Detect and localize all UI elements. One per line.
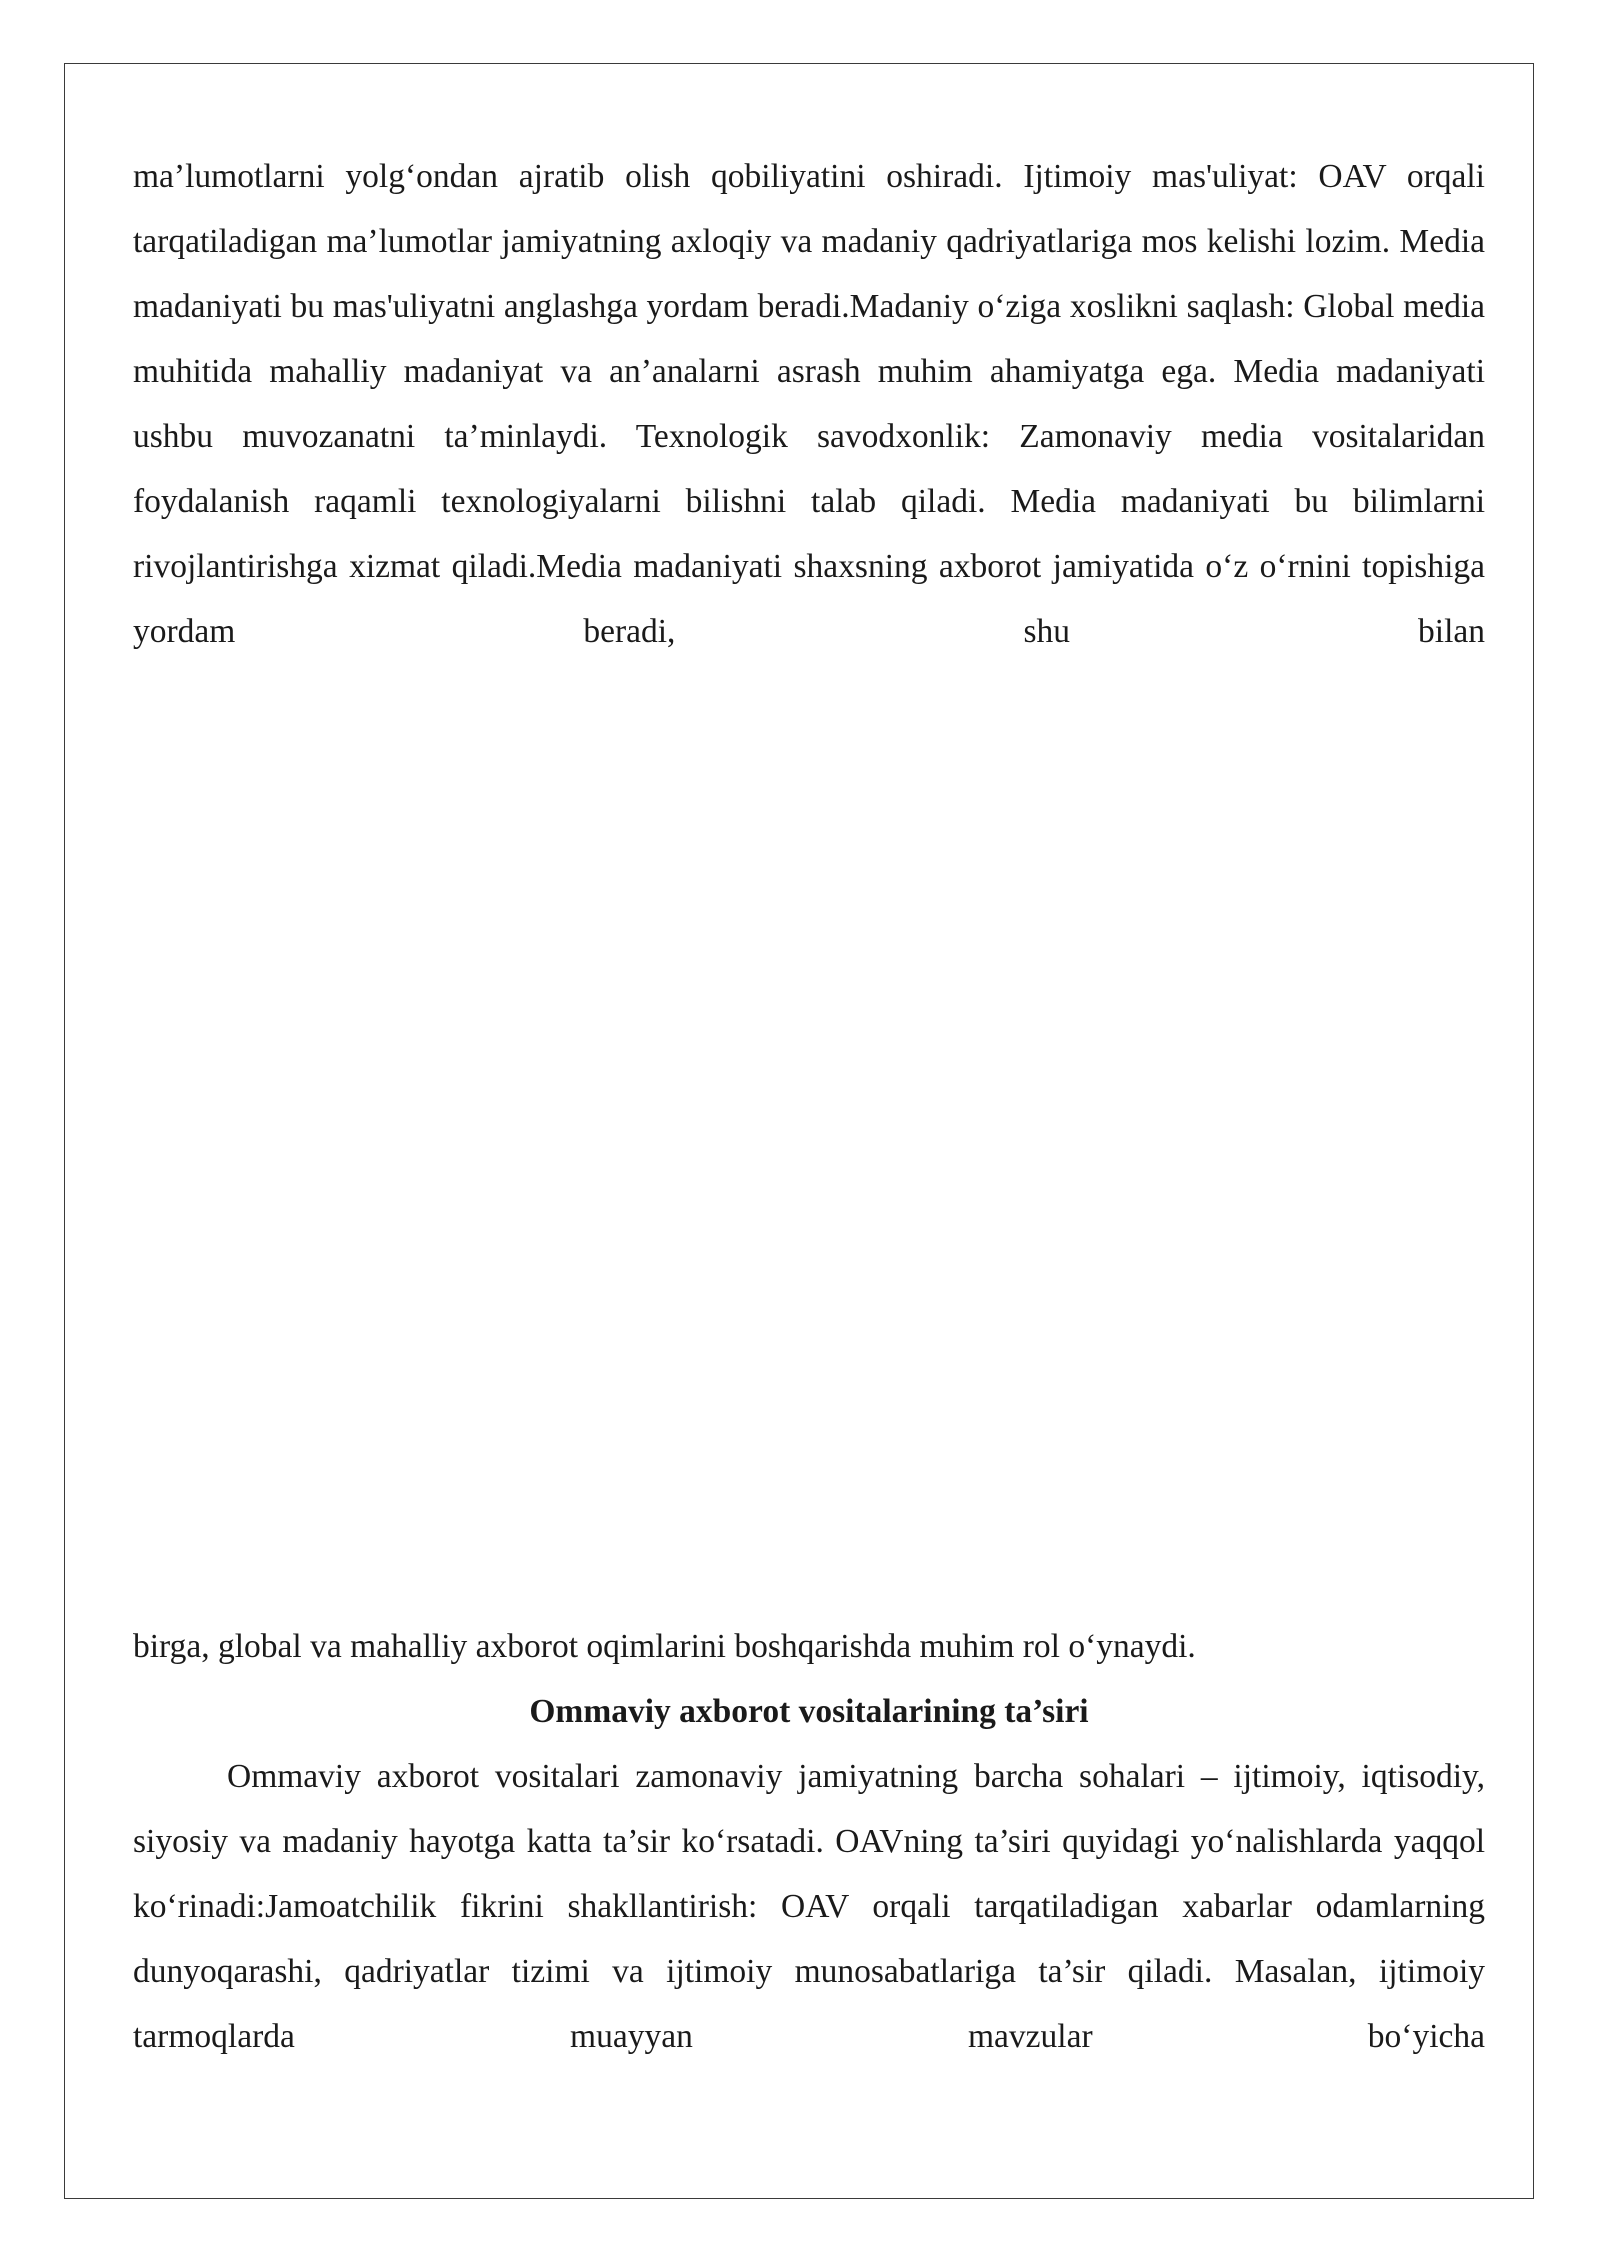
section-heading: Ommaviy axborot vositalarining ta’siri bbox=[529, 1693, 1089, 1730]
top-paragraph: ma’lumotlarni yolg‘ondan ajratib olish qobiliyatini oshiradi. Ijtimoiy mas'uliyat: OAV orqali tarqatiladigan ma’lumotlar jamiyatning axloqiy va madaniy qadriyatlariga mos kelishi lozim. Media madaniyati bu mas'uliyatni anglashga yordam beradi.Madaniy o‘ziga xoslikni saqlash: Global media muhitida mahalliy madaniyat va an’analarni asrash muhim ahamiyatga ega. Media madaniyati ushbu muvozanatni ta’minlaydi. Texnologik savodxonlik: Zamonaviy media vositalaridan foydalanish raqamli texnologiyalarni bilishni talab qiladi. Media madaniyati bu bilimlarni rivojlantirishga xizmat qiladi.Media madaniyati shaxsning axborot jamiyatida o‘z o‘rnini topishiga yordam beradi, shu bilan bbox=[133, 158, 1485, 650]
continuation-line: birga, global va mahalliy axborot oqimlarini boshqarishda muhim rol o‘ynaydi. bbox=[133, 1628, 1196, 1665]
section-paragraph: Ommaviy axborot vositalari zamonaviy jamiyatning barcha sohalari – ijtimoiy, iqtisodiy, siyosiy va madaniy hayotga katta ta’sir ko‘rsatadi. OAVning ta’siri quyidagi yo‘nalishlarda yaqqol ko‘rinadi:Jamoatchilik fikrini shakllantirish: OAV orqali tarqatiladigan xabarlar odamlarning dunyoqarashi, qadriyatlar tizimi va ijtimoiy munosabatlariga ta’sir qiladi. Masalan, ijtimoiy tarmoqlarda muayyan mavzular bo‘yicha bbox=[133, 1758, 1485, 2055]
bottom-text-block bbox=[133, 1614, 1485, 2069]
top-text-block bbox=[133, 144, 1485, 664]
